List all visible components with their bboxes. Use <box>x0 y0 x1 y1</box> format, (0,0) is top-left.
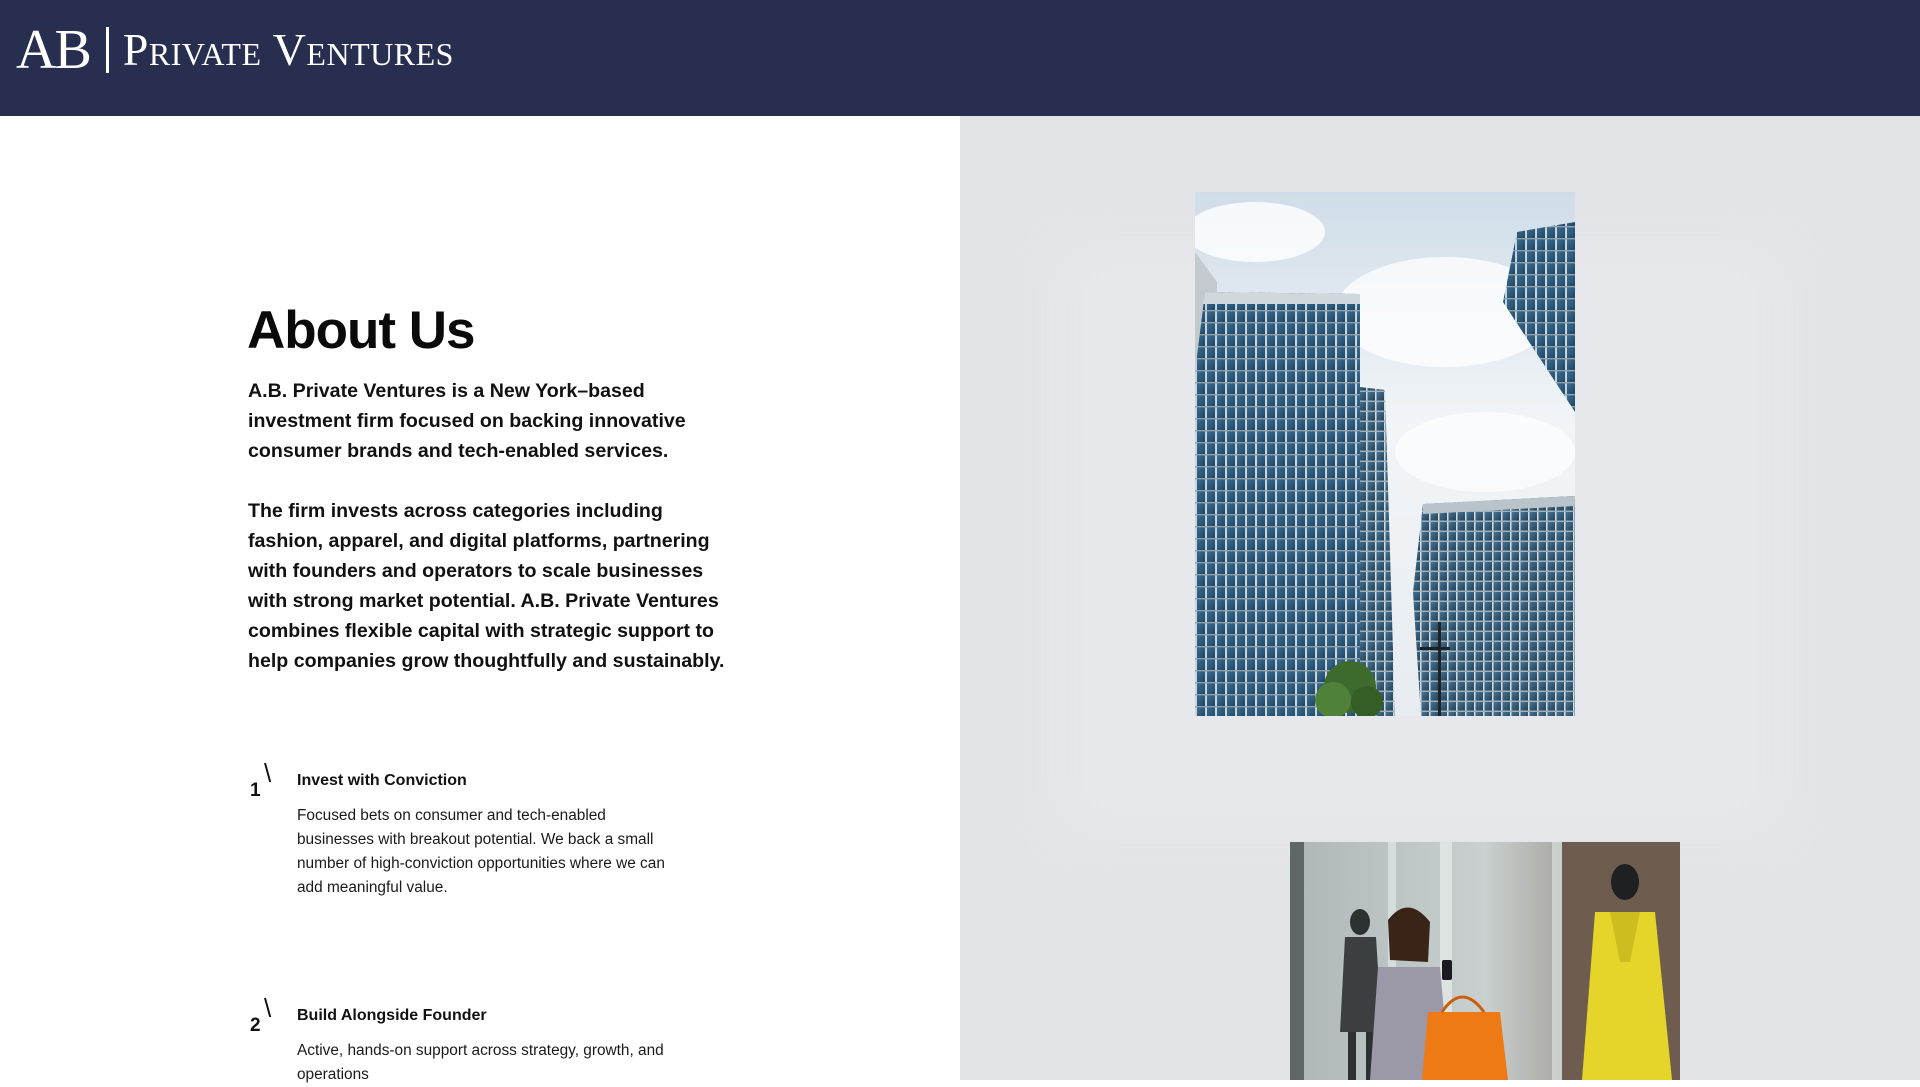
logo-divider <box>106 27 109 73</box>
feature-number: 1 <box>250 780 261 801</box>
intro-paragraph: The firm invests across categories including fashion, apparel, and digital platforms, partnering with founders and operators to scale businesses with strong market potential. A.B. Private Ventures combines flexible capital with strategic support to help companies grow thoughtfully and sustainably. <box>248 500 725 672</box>
logo-mark: AB <box>16 19 90 81</box>
feature-number: 2 <box>250 1015 261 1036</box>
logo-text: Private Ventures <box>122 24 454 75</box>
shopping-image <box>1290 842 1680 1080</box>
site-logo[interactable] <box>16 20 454 80</box>
about-intro <box>248 376 738 676</box>
feature-slash: \ <box>264 993 272 1023</box>
intro-paragraph: A.B. Private Ventures is a New York–based investment firm focused on backing innovative consumer brands and tech-enabled services. <box>248 380 686 462</box>
feature-title: Invest with Conviction <box>297 772 467 789</box>
feature-slash: \ <box>264 758 272 788</box>
skyscrapers-image <box>1195 192 1575 716</box>
site-header <box>0 0 1920 116</box>
feature-description: Active, hands-on support across strategy, growth, and operations <box>297 1042 664 1083</box>
page-title: About Us <box>247 301 475 360</box>
feature-description: Focused bets on consumer and tech-enabled businesses with breakout potential. We back a small number of high-conviction opportunities where we can add meaningful value. <box>297 807 665 896</box>
feature-title: Build Alongside Founder <box>297 1007 487 1024</box>
